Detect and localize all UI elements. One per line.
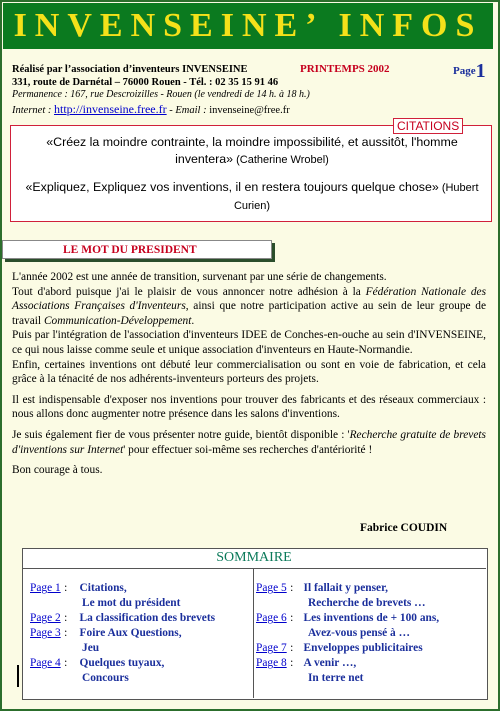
toc-page-link[interactable]: Page 4	[30, 657, 61, 669]
toc-entry: Page 8 : A venir …,	[256, 657, 357, 669]
toc-title: Concours	[82, 672, 129, 684]
paragraph	[12, 428, 486, 457]
newsletter-title: INVENSEINE’ INFOS	[13, 7, 483, 44]
paragraph: Enfin, certaines inventions ont débuté leur commercialisation ou sont en voie de fabrication, et cela grâce à la ténacité de nos adhérents-inventeurs porteurs des projets.	[12, 358, 486, 386]
sommaire-title: SOMMAIRE	[22, 548, 486, 569]
president-text	[12, 270, 486, 478]
workgroup-name: Communication-Développement	[43, 314, 192, 327]
quote-1-author: (Catherine Wrobel)	[233, 154, 329, 166]
toc-entry: Page 2 : La classification des brevets	[30, 612, 216, 624]
toc-title: Jeu	[82, 642, 100, 654]
quote-2-text: «Expliquez, Expliquez vos inventions, il en restera toujours quelque chose»	[25, 180, 439, 194]
toc-title: Quelques tuyaux,	[79, 657, 165, 669]
toc-title: Les inventions de + 100 ans,	[303, 612, 440, 624]
toc-entry: Page 5 : Il fallait y penser,	[256, 582, 388, 594]
toc-title: Avez-vous pensé à …	[308, 627, 410, 639]
toc-title: A venir …,	[303, 657, 357, 669]
toc-entry: Page 6 : Les inventions de + 100 ans,	[256, 612, 440, 624]
toc-page-link[interactable]: Page 5	[256, 582, 287, 594]
website-link[interactable]: http://invenseine.free.fr	[54, 102, 167, 116]
text: .	[191, 314, 195, 327]
quote-1-text: «Créez la moindre contrainte, la moindre impossibilité, et aussitôt, l'homme inventera»	[46, 135, 458, 166]
sommaire-divider	[253, 568, 254, 698]
paragraph: Bon courage à tous.	[12, 464, 103, 477]
toc-entry: Page 3 : Foire Aux Questions,	[30, 627, 182, 639]
toc-title: In terre net	[308, 672, 364, 684]
toc-entry: Page 4 : Quelques tuyaux,	[30, 657, 165, 669]
toc-title: Citations,	[79, 582, 127, 594]
margin-bar	[17, 665, 19, 687]
citations-box	[10, 125, 492, 222]
toc-entry: Page 1 : Citations,	[30, 582, 127, 594]
signature: Fabrice COUDIN	[360, 522, 448, 534]
separator: -	[166, 105, 176, 116]
toc-entry-cont	[82, 641, 99, 656]
quote-1	[23, 134, 481, 169]
text: Tout d'abord puisque j'ai le plaisir de vous annoncer notre adhésion à la	[12, 285, 366, 298]
permanence-line: Permanence : 167, rue Descroizilles - Rouen (le vendredi de 14 h. à 18 h.)	[12, 89, 310, 100]
text: Je suis également fier de vous présenter notre guide, bientôt disponible : '	[12, 428, 350, 441]
toc-entry: Page 7 : Enveloppes publicitaires	[256, 642, 423, 654]
president-heading: LE MOT DU PRESIDENT	[2, 240, 272, 259]
toc-title: Enveloppes publicitaires	[303, 642, 423, 654]
toc-entry-cont	[82, 671, 129, 686]
guide-title: Recherche gratuite de brevets d'inventions sur Internet	[12, 428, 486, 456]
text: , ainsi que notre participation active au sein de leur groupe de travail	[12, 300, 486, 327]
address-line: 331, route de Darnétal – 76000 Rouen - Tél. : 02 35 15 91 46	[12, 77, 279, 88]
federation-name: Fédération Nationale des Associations Françaises d'Inventeurs	[12, 285, 486, 313]
toc-entry-cont	[308, 596, 426, 611]
toc-entry-cont	[308, 626, 410, 641]
internet-label: Internet :	[12, 105, 52, 116]
citations-label: CITATIONS	[393, 118, 463, 134]
quote-2	[23, 179, 481, 215]
toc-page-link[interactable]: Page 3	[30, 627, 61, 639]
toc-page-link[interactable]: Page 8	[256, 657, 287, 669]
paragraph: Puis par l'intégration de l'association d'inventeurs IDEE de Conches-en-ouche au sein d'INVENSEINE, ce qui nous laisse comme seule et unique association d'inventeurs en Haute-Normandie.	[12, 329, 486, 356]
newsletter-banner	[3, 3, 493, 49]
toc-page-link[interactable]: Page 6	[256, 612, 287, 624]
producer-line: Réalisé par l’association d’inventeurs INVENSEINE	[12, 64, 248, 75]
internet-line	[12, 102, 290, 117]
email-label: Email :	[175, 105, 207, 116]
paragraph	[12, 285, 486, 329]
page-num: 1	[475, 60, 486, 82]
text: ' pour effectuer soi-même ses recherches d'antériorité !	[123, 443, 373, 456]
paragraph: Il est indispensable d'exposer nos inventions pour trouver des fabricants et des réseaux commerciaux : nous allons donc augmenter notre présence dans les salons d'inventions.	[12, 393, 486, 421]
toc-title: Foire Aux Questions,	[79, 627, 182, 639]
season-label: PRINTEMPS 2002	[300, 63, 390, 75]
toc-title: Recherche de brevets …	[308, 597, 426, 609]
toc-page-link[interactable]: Page 7	[256, 642, 287, 654]
toc-entry-cont	[308, 671, 363, 686]
page-word: Page	[453, 65, 476, 77]
toc-page-link[interactable]: Page 2	[30, 612, 61, 624]
toc-title: La classification des brevets	[79, 612, 216, 624]
toc-title: Le mot du président	[82, 597, 181, 609]
page-number	[453, 60, 486, 83]
quote-2-author: (Hubert Curien)	[233, 182, 479, 212]
email-address: invenseine@free.fr	[206, 105, 290, 116]
toc-title: Il fallait y penser,	[303, 582, 388, 594]
toc-entry-cont	[82, 596, 180, 611]
paragraph: L'année 2002 est une année de transition, survenant par une série de changements.	[12, 271, 387, 283]
toc-page-link[interactable]: Page 1	[30, 582, 61, 594]
